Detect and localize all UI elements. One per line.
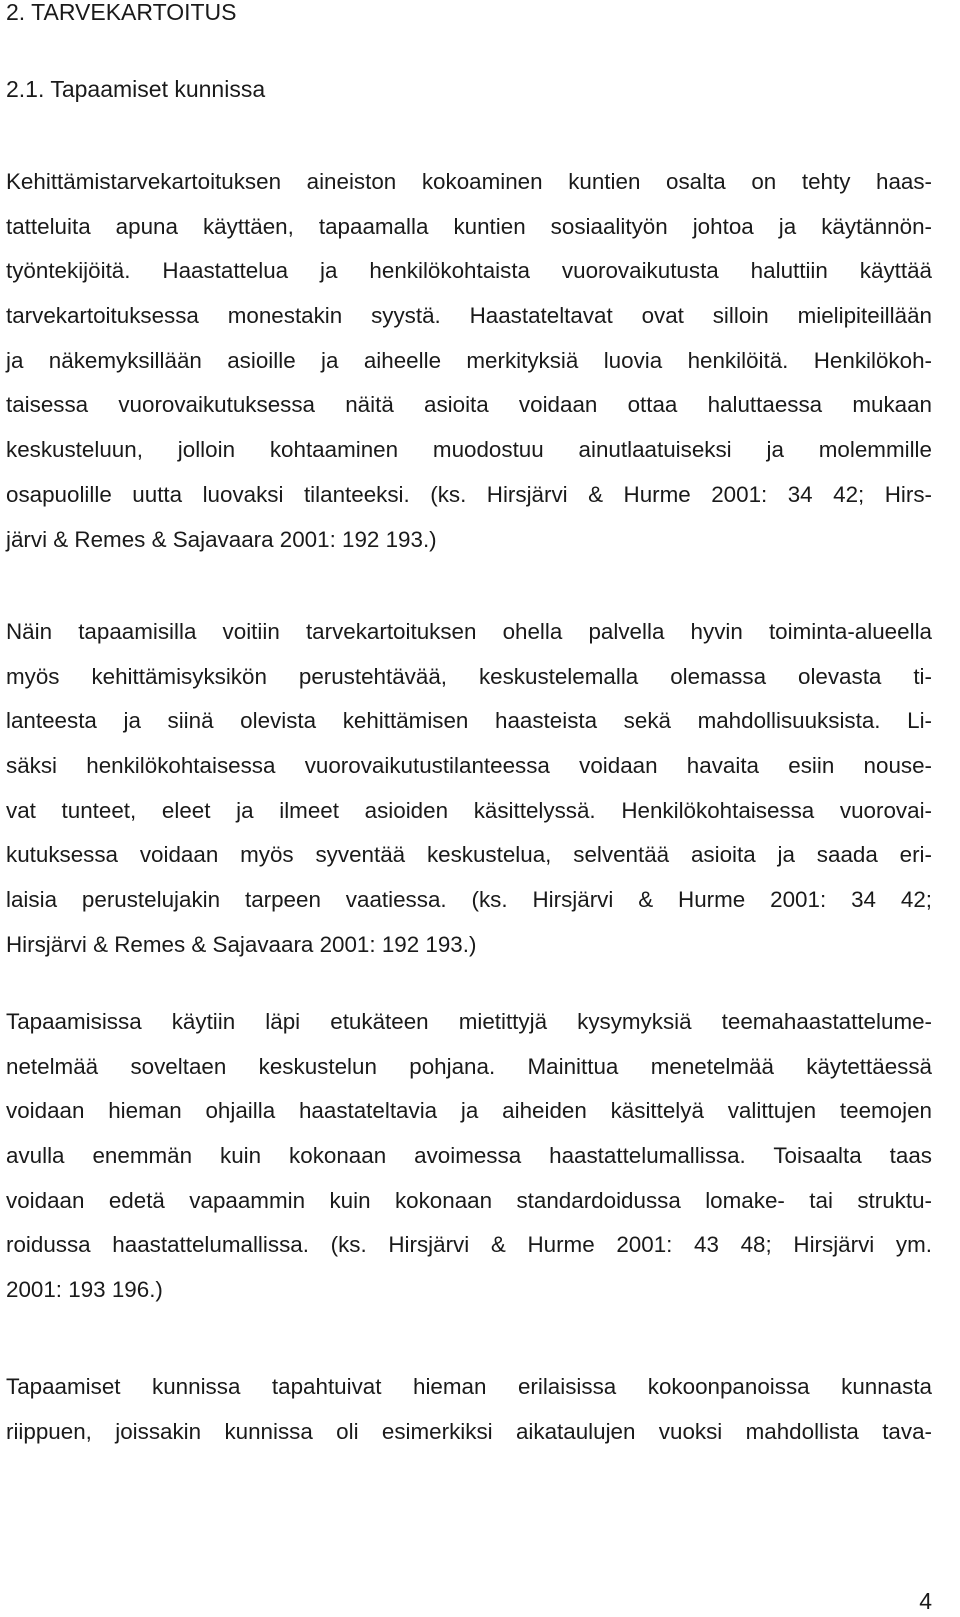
section-heading: 2.1. Tapaamiset kunnissa — [6, 76, 266, 102]
text-line: Hirsjärvi & Remes & Sajavaara 2001: 192 193.) — [6, 931, 477, 957]
page-number: 4 — [919, 1588, 932, 1614]
text-line: taisessa vuorovaikutuksessa näitä asioita voidaan ottaa haluttaessa mukaan — [6, 392, 932, 418]
paragraph — [6, 610, 932, 968]
text-line: työntekijöitä. Haastattelua ja henkilökohtaista vuorovaikutusta haluttiin käyttää — [6, 258, 932, 284]
text-line: avulla enemmän kuin kokonaan avoimessa haastattelumallissa. Toisaalta taas — [6, 1143, 932, 1169]
paragraph — [6, 160, 932, 562]
text-line: Tapaamisissa käytiin läpi etukäteen mietittyjä kysymyksiä teemahaastattelume- — [6, 1009, 932, 1034]
text-line: netelmää soveltaen keskustelun pohjana. Mainittua menetelmää käytettäessä — [6, 1053, 932, 1079]
text-line: riippuen, joissakin kunnissa oli esimerkiksi aikataulujen vuoksi mahdollista tava- — [6, 1418, 932, 1444]
text-line: laisia perustelujakin tarpeen vaatiessa. (ks. Hirsjärvi & Hurme 2001: 34 42; — [6, 887, 932, 913]
text-line: vat tunteet, eleet ja ilmeet asioiden käsittelyssä. Henkilökohtaisessa vuorovai- — [6, 797, 932, 823]
text-line: keskusteluun, jolloin kohtaaminen muodostuu ainutlaatuiseksi ja molemmille — [6, 437, 932, 463]
text-line: tatteluita apuna käyttäen, tapaamalla kuntien sosiaalityön johtoa ja käytännön- — [6, 213, 932, 239]
text-line: Tapaamiset kunnissa tapahtuivat hieman erilaisissa kokoonpanoissa kunnasta — [6, 1374, 932, 1399]
text-line: Näin tapaamisilla voitiin tarvekartoituksen ohella palvella hyvin toiminta-alueella — [6, 619, 932, 644]
text-line: roidussa haastattelumallissa. (ks. Hirsjärvi & Hurme 2001: 43 48; Hirsjärvi ym. — [6, 1232, 932, 1258]
text-line: kutuksessa voidaan myös syventää keskustelua, selventää asioita ja saada eri- — [6, 842, 932, 868]
paragraph — [6, 1365, 932, 1454]
text-line: voidaan edetä vapaammin kuin kokonaan standardoidussa lomake- tai struktu- — [6, 1187, 932, 1213]
text-line: säksi henkilökohtaisessa vuorovaikutustilanteessa voidaan havaita esiin nouse- — [6, 753, 932, 779]
text-line: osapuolille uutta luovaksi tilanteeksi. (ks. Hirsjärvi & Hurme 2001: 34 42; Hirs- — [6, 481, 932, 507]
text-line: lanteesta ja siinä olevista kehittämisen haasteista sekä mahdollisuuksista. Li- — [6, 708, 932, 734]
text-line: myös kehittämisyksikön perustehtävää, keskustelemalla olemassa olevasta ti- — [6, 663, 932, 689]
text-line: voidaan hieman ohjailla haastateltavia ja aiheiden käsittelyä valittujen teemojen — [6, 1098, 932, 1124]
text-line: tarvekartoituksessa monestakin syystä. Haastateltavat ovat silloin mielipiteillään — [6, 303, 932, 329]
text-line: järvi & Remes & Sajavaara 2001: 192 193.) — [6, 526, 437, 552]
text-line: 2001: 193 196.) — [6, 1277, 163, 1303]
text-line: Kehittämistarvekartoituksen aineiston kokoaminen kuntien osalta on tehty haas- — [6, 169, 932, 194]
chapter-heading: 2. TARVEKARTOITUS — [6, 0, 237, 25]
paragraph — [6, 1000, 932, 1313]
text-line: ja näkemyksillään asioille ja aiheelle merkityksiä luovia henkilöitä. Henkilökoh- — [6, 347, 932, 373]
